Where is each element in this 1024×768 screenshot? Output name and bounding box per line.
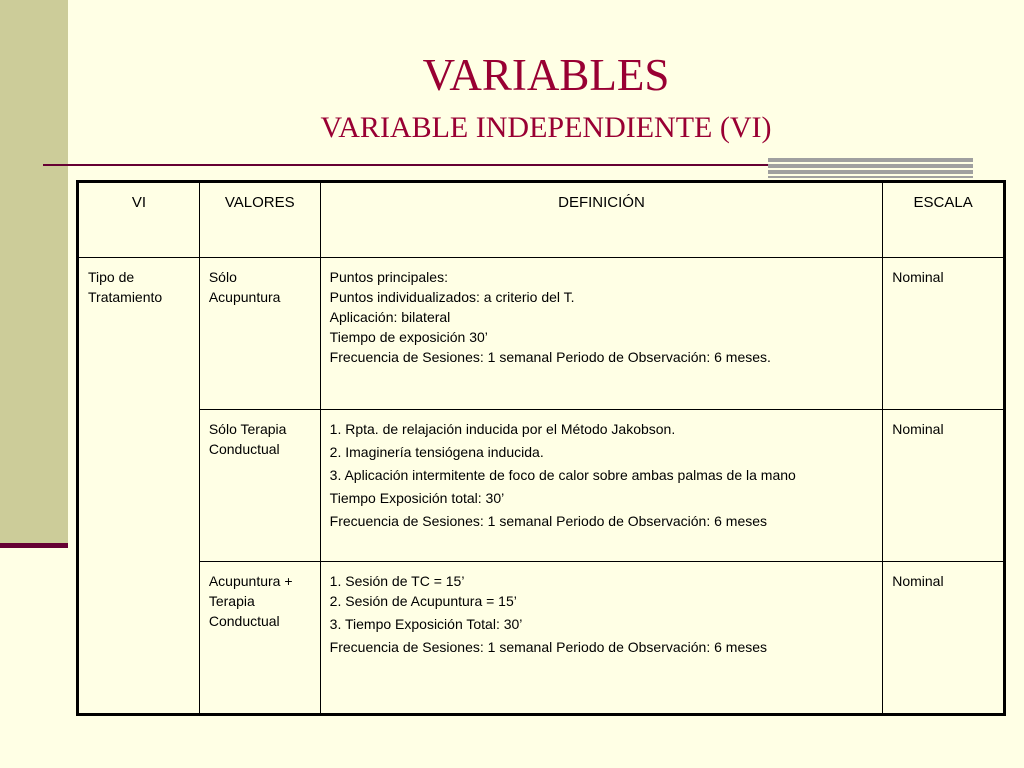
table-row xyxy=(78,562,1005,715)
table-row xyxy=(78,258,1005,410)
header-vi: VI xyxy=(78,182,200,258)
definicion-line: Tiempo de exposición 30’ xyxy=(329,329,488,345)
slide-subtitle: VARIABLE INDEPENDIENTE (VI) xyxy=(320,111,772,144)
definicion-line: 2. Imaginería tensiógena inducida. xyxy=(329,444,544,460)
definicion-line: Puntos principales: xyxy=(329,269,448,285)
definicion-cell xyxy=(320,258,883,410)
variables-table xyxy=(76,180,1006,716)
definicion-line: 1. Rpta. de relajación inducida por el Método Jakobson. xyxy=(329,421,676,437)
escala-cell: Nominal xyxy=(883,410,1005,562)
escala-cell: Nominal xyxy=(883,258,1005,410)
vi-cell: Tipo de Tratamiento xyxy=(78,258,200,715)
definicion-cell xyxy=(320,562,883,715)
header-escala: ESCALA xyxy=(883,182,1005,258)
definicion-line: Puntos individualizados: a criterio del T. xyxy=(329,289,575,305)
definicion-cell xyxy=(320,410,883,562)
definicion-line: 3. Tiempo Exposición Total: 30’ xyxy=(329,616,523,632)
definicion-line: Tiempo Exposición total: 30’ xyxy=(329,490,505,506)
slide-title: VARIABLES xyxy=(422,50,670,100)
definicion-line: Frecuencia de Sesiones: 1 semanal Periodo de Observación: 6 meses xyxy=(329,513,768,529)
definicion-line: 1. Sesión de TC = 15’ xyxy=(329,573,465,589)
escala-cell: Nominal xyxy=(883,562,1005,715)
definicion-line: Frecuencia de Sesiones: 1 semanal Periodo de Observación: 6 meses. xyxy=(329,349,771,365)
definicion-line: Aplicación: bilateral xyxy=(329,309,451,325)
table-row xyxy=(78,410,1005,562)
table-header-row xyxy=(78,182,1005,258)
definicion-line: 2. Sesión de Acupuntura = 15’ xyxy=(329,593,517,609)
header-definicion: DEFINICIÓN xyxy=(320,182,883,258)
side-accent-line xyxy=(0,543,68,548)
valor-cell: Sólo Terapia Conductual xyxy=(199,410,320,562)
title-divider-gray-bars xyxy=(768,158,973,178)
side-decoration-band xyxy=(0,0,68,545)
valor-cell: Acupuntura + Terapia Conductual xyxy=(199,562,320,715)
valor-cell: Sólo Acupuntura xyxy=(199,258,320,410)
definicion-line: Frecuencia de Sesiones: 1 semanal Periodo de Observación: 6 meses xyxy=(329,639,768,655)
definicion-line: 3. Aplicación intermitente de foco de calor sobre ambas palmas de la mano xyxy=(329,467,796,483)
header-valores: VALORES xyxy=(199,182,320,258)
